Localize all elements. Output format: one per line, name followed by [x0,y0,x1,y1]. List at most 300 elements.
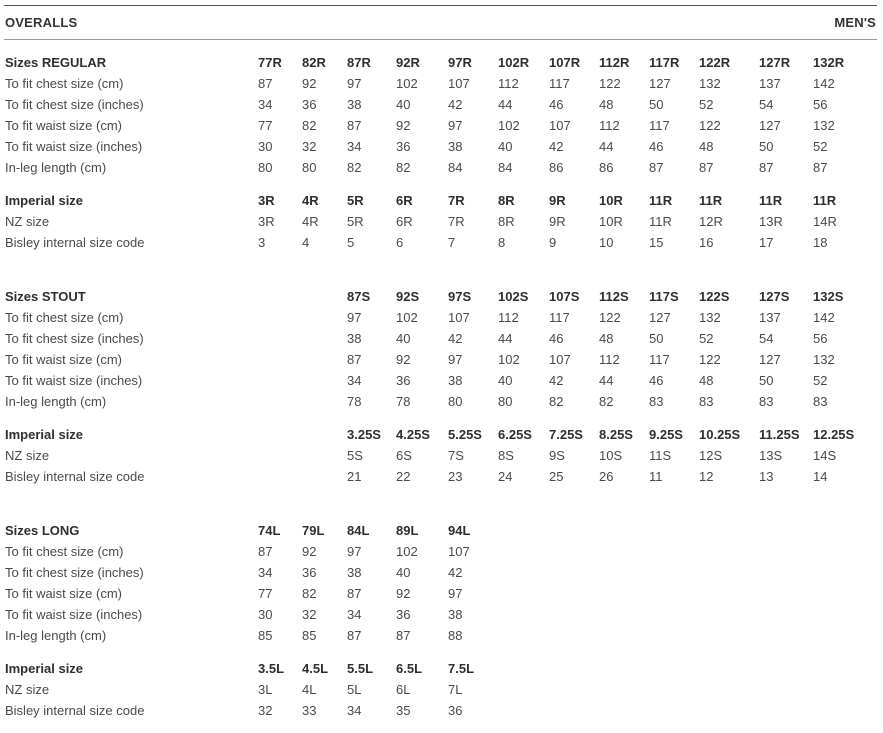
table-cell: 87 [347,352,362,367]
table-cell: 85 [258,628,273,643]
table-cell: 83 [699,394,714,409]
table-cell: 132 [813,352,835,367]
table-cell: 97 [448,352,463,367]
table-cell: 11R [649,193,673,208]
row-label: NZ size [5,448,50,463]
table-cell: 80 [258,160,273,175]
table-cell: 7.25S [549,427,583,442]
table-cell: 12R [699,214,723,229]
table-row [0,73,883,94]
table-cell: 7R [448,214,465,229]
table-cell: 50 [649,331,664,346]
table-cell: 14S [813,448,837,463]
table-cell: 82 [302,118,317,133]
row-label: Bisley internal size code [5,469,145,484]
table-cell: 34 [258,97,273,112]
table-cell: 42 [448,97,463,112]
table-cell: 102 [498,352,520,367]
table-cell: 87 [347,118,362,133]
table-cell: 107S [549,289,580,304]
table-cell: 77 [258,118,273,133]
table-cell: 117 [549,76,570,91]
table-cell: 122 [599,76,621,91]
table-cell: 3R [258,193,275,208]
table-cell: 46 [549,97,564,112]
table-cell: 9S [549,448,565,463]
row-label: To fit waist size (cm) [5,352,123,367]
table-cell: 40 [396,331,411,346]
table-cell: 40 [498,373,513,388]
table-cell: 3.5L [258,661,285,676]
table-row [0,307,883,328]
table-cell: 97 [448,586,463,601]
table-cell: 4R [302,193,319,208]
table-cell: 42 [549,373,564,388]
table-cell: 142 [813,76,835,91]
table-cell: 8R [498,193,515,208]
table-cell: 23 [448,469,463,484]
table-cell: 5L [347,682,362,697]
row-label: To fit chest size (inches) [5,97,144,112]
table-cell: 6.5L [396,661,423,676]
table-cell: 5 [347,235,355,250]
table-cell: 34 [347,703,362,718]
table-cell: 42 [448,565,463,580]
table-cell: 107 [448,544,470,559]
table-header-row [0,424,883,445]
table-cell: 5R [347,214,364,229]
table-cell: 50 [759,373,774,388]
row-label: To fit waist size (cm) [5,586,123,601]
table-cell: 94L [448,523,471,538]
table-cell: 127R [759,55,791,70]
table-cell: 4 [302,235,310,250]
table-cell: 8 [498,235,506,250]
row-label: Sizes REGULAR [5,55,107,70]
table-cell: 132 [699,310,721,325]
table-cell: 34 [347,139,362,154]
header-top-rule [4,5,877,6]
table-cell: 38 [347,97,362,112]
table-cell: 87 [347,628,362,643]
table-cell: 38 [347,565,362,580]
table-cell: 83 [813,394,828,409]
table-cell: 52 [813,139,828,154]
table-cell: 137 [759,76,781,91]
table-cell: 97 [347,310,362,325]
table-cell: 5S [347,448,363,463]
table-cell: 117 [649,118,670,133]
table-cell: 16 [699,235,714,250]
table-cell: 6R [396,193,413,208]
row-label: To fit waist size (inches) [5,139,143,154]
table-cell: 24 [498,469,513,484]
table-cell: 132 [699,76,721,91]
table-cell: 82 [599,394,614,409]
table-cell: 32 [258,703,273,718]
table-cell: 92S [396,289,420,304]
table-cell: 36 [396,373,411,388]
row-label: To fit chest size (inches) [5,565,144,580]
table-cell: 77 [258,586,273,601]
table-cell: 117S [649,289,679,304]
table-cell: 38 [448,139,463,154]
table-cell: 79L [302,523,325,538]
table-row [0,232,883,253]
row-label: Imperial size [5,661,84,676]
table-cell: 38 [448,373,463,388]
table-cell: 56 [813,331,828,346]
table-row [0,541,883,562]
table-cell: 77R [258,55,282,70]
table-cell: 46 [649,139,664,154]
row-label: Sizes LONG [5,523,80,538]
table-row [0,625,883,646]
table-cell: 142 [813,310,835,325]
table-cell: 12.25S [813,427,855,442]
table-cell: 127S [759,289,790,304]
table-header-row [0,520,883,541]
table-cell: 12S [699,448,723,463]
table-cell: 87 [759,160,774,175]
table-cell: 5.5L [347,661,374,676]
table-cell: 6R [396,214,413,229]
table-cell: 92 [302,76,317,91]
table-cell: 10 [599,235,614,250]
table-cell: 132R [813,55,845,70]
table-cell: 117R [649,55,680,70]
table-cell: 78 [347,394,362,409]
table-cell: 107 [448,310,470,325]
table-cell: 22 [396,469,411,484]
table-cell: 40 [498,139,513,154]
table-cell: 97 [448,118,463,133]
table-cell: 107R [549,55,581,70]
table-cell: 44 [599,373,614,388]
table-cell: 112 [498,76,519,91]
table-row [0,349,883,370]
table-row [0,562,883,583]
table-cell: 36 [396,139,411,154]
table-cell: 26 [599,469,614,484]
table-cell: 8R [498,214,515,229]
table-cell: 74L [258,523,281,538]
row-label: To fit chest size (cm) [5,76,124,91]
table-cell: 83 [759,394,774,409]
table-row [0,136,883,157]
table-cell: 38 [448,607,463,622]
table-cell: 11R [649,214,672,229]
table-cell: 7 [448,235,456,250]
table-cell: 122 [699,352,721,367]
table-row [0,583,883,604]
page-title: OVERALLS [5,15,78,30]
table-row [0,700,883,721]
table-cell: 84 [448,160,463,175]
table-cell: 97 [347,544,362,559]
row-label: Bisley internal size code [5,235,145,250]
table-header-row [0,658,883,679]
table-cell: 132S [813,289,844,304]
table-cell: 15 [649,235,664,250]
table-cell: 102 [396,310,418,325]
table-cell: 92 [396,586,411,601]
table-cell: 36 [396,607,411,622]
table-cell: 34 [347,373,362,388]
table-cell: 48 [699,373,714,388]
table-cell: 82 [549,394,564,409]
table-cell: 10R [599,193,623,208]
table-cell: 84 [498,160,513,175]
table-cell: 14 [813,469,828,484]
table-cell: 82 [396,160,411,175]
table-row [0,604,883,625]
table-row [0,94,883,115]
table-cell: 107 [448,76,470,91]
table-cell: 102S [498,289,529,304]
table-cell: 122 [599,310,621,325]
table-cell: 97 [347,76,362,91]
table-cell: 83 [649,394,664,409]
table-cell: 48 [599,331,614,346]
row-label: To fit waist size (cm) [5,118,123,133]
table-cell: 7S [448,448,464,463]
table-cell: 9.25S [649,427,683,442]
table-cell: 87 [699,160,714,175]
table-cell: 44 [498,97,513,112]
table-cell: 3L [258,682,273,697]
row-label: To fit chest size (cm) [5,544,124,559]
table-cell: 34 [258,565,273,580]
table-cell: 92 [396,118,411,133]
row-label: In-leg length (cm) [5,628,107,643]
table-cell: 78 [396,394,411,409]
table-cell: 86 [599,160,614,175]
table-cell: 11S [649,448,672,463]
table-cell: 80 [302,160,317,175]
table-cell: 5.25S [448,427,482,442]
table-cell: 42 [549,139,564,154]
table-cell: 33 [302,703,317,718]
table-cell: 11.25S [759,427,800,442]
table-cell: 122S [699,289,730,304]
table-cell: 117 [549,310,570,325]
table-cell: 25 [549,469,564,484]
table-cell: 92 [302,544,317,559]
table-cell: 107 [549,118,571,133]
row-label: Imperial size [5,193,84,208]
table-cell: 38 [347,331,362,346]
table-cell: 4R [302,214,319,229]
table-row [0,466,883,487]
table-cell: 10.25S [699,427,741,442]
table-cell: 87 [396,628,411,643]
table-cell: 86 [549,160,564,175]
table-cell: 80 [498,394,513,409]
table-cell: 122R [699,55,731,70]
table-row [0,679,883,700]
row-label: To fit waist size (inches) [5,607,143,622]
gender-label: MEN'S [834,15,876,30]
table-cell: 107 [549,352,571,367]
table-cell: 3.25S [347,427,381,442]
table-cell: 102 [498,118,520,133]
table-cell: 88 [448,628,463,643]
row-label: To fit chest size (cm) [5,310,124,325]
table-cell: 87R [347,55,371,70]
table-cell: 112 [599,118,620,133]
table-cell: 5R [347,193,364,208]
table-cell: 36 [448,703,463,718]
table-cell: 30 [258,139,273,154]
table-cell: 54 [759,97,774,112]
table-cell: 13R [759,214,783,229]
table-cell: 9R [549,193,566,208]
row-label: Imperial size [5,427,84,442]
table-cell: 21 [347,469,362,484]
table-cell: 102 [396,544,418,559]
table-cell: 82R [302,55,326,70]
table-cell: 112 [599,352,620,367]
table-cell: 11R [699,193,723,208]
table-header-row [0,190,883,211]
table-cell: 3R [258,214,275,229]
row-label: In-leg length (cm) [5,394,107,409]
table-row [0,115,883,136]
table-cell: 52 [699,331,714,346]
table-cell: 42 [448,331,463,346]
table-cell: 14R [813,214,837,229]
table-cell: 92R [396,55,420,70]
table-cell: 87 [258,76,273,91]
table-cell: 127 [649,310,671,325]
table-cell: 6 [396,235,404,250]
table-header-row [0,52,883,73]
table-cell: 82 [302,586,317,601]
table-cell: 48 [699,139,714,154]
table-cell: 137 [759,310,781,325]
table-cell: 4.25S [396,427,430,442]
table-cell: 102R [498,55,530,70]
table-cell: 122 [699,118,721,133]
table-cell: 82 [347,160,362,175]
table-cell: 52 [699,97,714,112]
table-cell: 52 [813,373,828,388]
table-cell: 132 [813,118,835,133]
table-cell: 102 [396,76,418,91]
row-label: To fit chest size (inches) [5,331,144,346]
table-cell: 11R [759,193,783,208]
row-label: In-leg length (cm) [5,160,107,175]
table-cell: 89L [396,523,419,538]
table-row [0,328,883,349]
table-row [0,157,883,178]
table-row [0,211,883,232]
table-cell: 44 [599,139,614,154]
table-cell: 34 [347,607,362,622]
table-cell: 12 [699,469,714,484]
table-cell: 84L [347,523,370,538]
table-cell: 7L [448,682,463,697]
table-cell: 56 [813,97,828,112]
table-cell: 112R [599,55,630,70]
row-label: To fit waist size (inches) [5,373,143,388]
table-cell: 50 [759,139,774,154]
table-cell: 13S [759,448,783,463]
table-cell: 46 [549,331,564,346]
table-cell: 87 [649,160,664,175]
table-cell: 6.25S [498,427,532,442]
table-cell: 44 [498,331,513,346]
table-cell: 6S [396,448,412,463]
table-row [0,370,883,391]
table-cell: 9 [549,235,557,250]
table-cell: 11 [649,469,663,484]
row-label: Sizes STOUT [5,289,86,304]
table-cell: 36 [302,565,317,580]
table-cell: 48 [599,97,614,112]
row-label: NZ size [5,682,50,697]
table-cell: 8S [498,448,514,463]
row-label: Bisley internal size code [5,703,145,718]
table-cell: 18 [813,235,828,250]
header-bottom-rule [4,39,877,40]
table-cell: 50 [649,97,664,112]
table-cell: 87 [347,586,362,601]
table-cell: 17 [759,235,774,250]
table-cell: 10R [599,214,623,229]
table-row [0,391,883,412]
table-cell: 3 [258,235,266,250]
table-cell: 85 [302,628,317,643]
table-cell: 92 [396,352,411,367]
table-cell: 36 [302,97,317,112]
table-cell: 7R [448,193,465,208]
table-cell: 40 [396,565,411,580]
table-cell: 54 [759,331,774,346]
table-cell: 87 [813,160,828,175]
row-label: NZ size [5,214,50,229]
table-row [0,445,883,466]
table-cell: 112 [498,310,519,325]
table-header-row [0,286,883,307]
table-cell: 7.5L [448,661,475,676]
table-cell: 35 [396,703,411,718]
table-cell: 112S [599,289,629,304]
table-cell: 87 [258,544,273,559]
table-cell: 97R [448,55,472,70]
table-cell: 87S [347,289,371,304]
table-cell: 117 [649,352,670,367]
table-cell: 6L [396,682,411,697]
table-cell: 11R [813,193,837,208]
table-cell: 4L [302,682,317,697]
table-cell: 10S [599,448,623,463]
table-cell: 97S [448,289,472,304]
table-cell: 80 [448,394,463,409]
table-cell: 32 [302,607,317,622]
table-cell: 127 [649,76,671,91]
table-cell: 13 [759,469,774,484]
table-cell: 32 [302,139,317,154]
table-cell: 30 [258,607,273,622]
table-cell: 46 [649,373,664,388]
table-cell: 4.5L [302,661,329,676]
table-cell: 8.25S [599,427,633,442]
table-cell: 127 [759,118,781,133]
table-cell: 9R [549,214,566,229]
table-cell: 127 [759,352,781,367]
